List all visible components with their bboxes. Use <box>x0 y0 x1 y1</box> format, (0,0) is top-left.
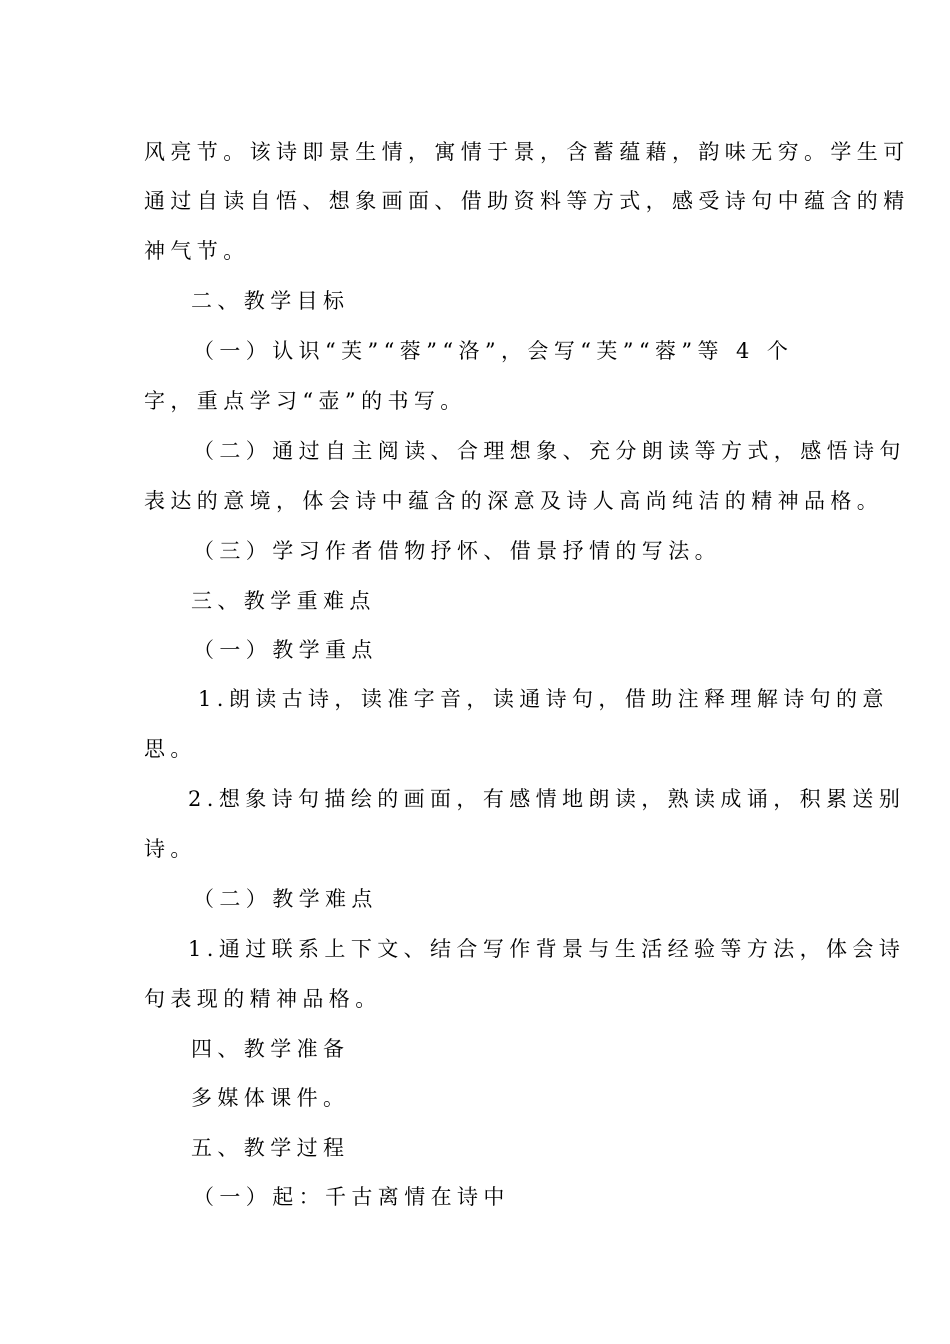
paragraph-line: （一）认识“芙”“蓉”“洛”，会写“芙”“蓉”等 4 个 <box>193 339 794 363</box>
paragraph-line: 2.想象诗句描绘的画面，有感情地朗读，熟读成诵，积累送别 <box>188 787 906 811</box>
subsection-heading: （一）教学重点 <box>193 638 378 662</box>
paragraph-line: 风亮节。该诗即景生情，寓情于景，含蓄蕴藉，韵味无穷。学生可 <box>144 140 910 164</box>
paragraph-line: 通过自读自悟、想象画面、借助资料等方式，感受诗句中蕴含的精 <box>144 189 910 213</box>
subsection-heading: （二）教学难点 <box>193 887 378 911</box>
paragraph-line: 诗。 <box>144 837 197 861</box>
section-heading: 三、教学重难点 <box>191 589 376 613</box>
section-heading: 二、教学目标 <box>191 289 350 313</box>
paragraph-line: 1.朗读古诗，读准字音，读通诗句，借助注释理解诗句的意 <box>198 687 889 711</box>
paragraph-line: 句表现的精神品格。 <box>144 987 382 1011</box>
paragraph-line: 神气节。 <box>144 239 250 263</box>
paragraph-line: （三）学习作者借物抒怀、借景抒情的写法。 <box>193 539 721 563</box>
section-heading: 五、教学过程 <box>191 1136 350 1160</box>
paragraph-line: 表达的意境，体会诗中蕴含的深意及诗人高尚纯洁的精神品格。 <box>144 489 884 513</box>
paragraph-line: 字，重点学习“壶”的书写。 <box>144 389 467 413</box>
paragraph-line: 1.通过联系上下文、结合写作背景与生活经验等方法，体会诗 <box>188 937 906 961</box>
section-heading: 四、教学准备 <box>191 1037 350 1061</box>
subsection-heading: （一）起：千古离情在诗中 <box>193 1185 510 1209</box>
paragraph-line: 多媒体课件。 <box>191 1086 350 1110</box>
paragraph-line: （二）通过自主阅读、合理想象、充分朗读等方式，感悟诗句 <box>193 439 906 463</box>
paragraph-line: 思。 <box>144 737 197 761</box>
